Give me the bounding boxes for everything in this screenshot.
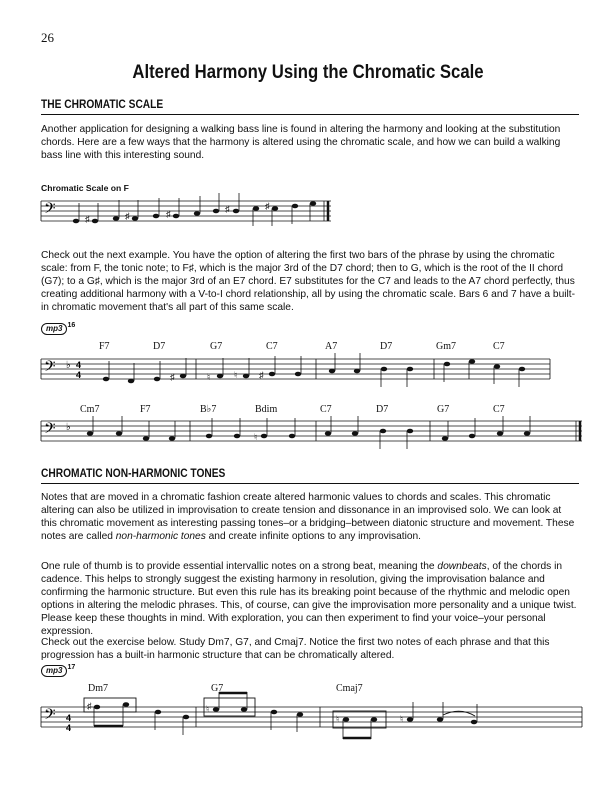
chord-symbol: A7 xyxy=(325,341,338,352)
bass-clef-icon: 𝄢 xyxy=(44,706,56,727)
svg-text:♮: ♮ xyxy=(254,432,258,442)
time-signature-top: 4 xyxy=(76,360,82,370)
chord-symbol: Gm7 xyxy=(436,341,456,352)
example-caption: Chromatic Scale on F xyxy=(41,183,129,193)
chord-symbol: C7 xyxy=(266,341,278,352)
svg-text:♯: ♯ xyxy=(85,214,90,224)
chord-symbol: G7 xyxy=(210,341,223,352)
track-number: 17 xyxy=(67,664,76,671)
svg-text:♯: ♯ xyxy=(170,372,175,382)
chord-symbol: B♭7 xyxy=(200,404,217,415)
non-harmonic-paragraph-3: Check out the exercise below. Study Dm7, G7, and Cmaj7. Notice the first two notes of each phrase and that this progression has a built-in harmonic structure that can be chromatically altered. xyxy=(41,637,550,661)
chord-symbol: C7 xyxy=(320,404,332,415)
svg-text:♯: ♯ xyxy=(259,370,264,380)
non-harmonic-paragraph-1: Notes that are moved in a chromatic fashion create altered harmonic values to chords and scales. This chromatic altering can also be utilized in improvisation to create tension and dissonance in an improvised solo. We can look at this chromatic movement as interesting passing tones–or a bridging–between diatonic structure and movement. These notes are called non-harmonic tones and create infinite options to any improvisation. xyxy=(41,492,575,542)
chord-symbol: F7 xyxy=(140,404,151,415)
svg-text:♯: ♯ xyxy=(265,201,270,211)
chord-symbol: Cm7 xyxy=(80,404,100,415)
chord-symbol: C7 xyxy=(493,341,505,352)
intro-paragraph: Another application for designing a walking bass line is found in altering the harmony and looking at the substitution chords. Here are a few ways that the harmony is altered using the chromatic scale, and how we can build a walking bass line with this interesting sound. xyxy=(41,124,561,161)
svg-text:♯: ♯ xyxy=(166,209,171,219)
chord-symbol: F7 xyxy=(99,341,110,352)
mp3-badge: mp3 xyxy=(41,323,67,335)
chord-symbol: D7 xyxy=(153,341,166,352)
svg-text:♮: ♮ xyxy=(234,370,238,380)
chord-symbol: D7 xyxy=(376,404,389,415)
svg-text:♮: ♮ xyxy=(206,704,210,714)
mp3-badge: mp3 xyxy=(41,665,67,677)
chord-symbol: G7 xyxy=(437,404,450,415)
time-signature-bottom: 4 xyxy=(66,723,72,733)
non-harmonic-paragraph-2: One rule of thumb is to provide essential intervallic notes on a strong beat, meaning the downbeats, of the chords in cadence. This helps to strongly suggest the existing harmony in resolution, giving the improvisation balance and confirming the harmonic structure. But even this rule has its breaking point because of the rhythmic and melodic open options in altering the melodic phrases. This, of course, can give the improvisation more personality and a unique twist. Please keep these thoughts in mind. With exploration, you can then experiment to find your voice–your personal expression. xyxy=(41,561,577,637)
svg-text:♯: ♯ xyxy=(87,701,92,711)
svg-text:♯: ♯ xyxy=(225,204,230,214)
time-signature-bottom: 4 xyxy=(76,370,82,380)
explanation-paragraph: Check out the next example. You have the option of altering the first two bars of the phrase by using the chromatic scale: from F, the tonic note; to F♯, which is the major 3rd of the D7 chord; then to G, which is the root of the II chord (G7); to a G♯, which is the major 3rd of an E7 chord. E7 substitutes for the C7 and leads to the A7 chord perfectly, thus creating additional harmony with a V-to-I chord relationship, all by using the chromatic scale. Bars 6 and 7 have a built-in chromatic movement that's all part of this same scale. xyxy=(41,250,575,313)
track-number: 16 xyxy=(67,322,76,329)
section-heading-chromatic-scale: THE CHROMATIC SCALE xyxy=(41,97,579,115)
chord-symbol: Dm7 xyxy=(88,683,108,694)
chord-symbol: G7 xyxy=(211,683,224,694)
bass-clef-icon: 𝄢 xyxy=(44,420,56,441)
section-heading-non-harmonic-tones: CHROMATIC NON-HARMONIC TONES xyxy=(41,466,579,484)
page-title: Altered Harmony Using the Chromatic Scale xyxy=(132,62,484,83)
page-number: 26 xyxy=(41,30,54,45)
chord-symbol: Bdim xyxy=(255,404,278,415)
flat-key-signature: ♭ xyxy=(66,360,71,371)
time-signature-top: 4 xyxy=(66,713,72,723)
bass-clef-icon: 𝄢 xyxy=(44,200,56,221)
chord-symbol: Cmaj7 xyxy=(336,683,363,694)
svg-text:♮: ♮ xyxy=(400,714,404,724)
svg-text:♯: ♯ xyxy=(125,211,130,221)
chord-symbol: C7 xyxy=(493,404,505,415)
svg-text:♮: ♮ xyxy=(336,714,340,724)
bass-clef-icon: 𝄢 xyxy=(44,358,56,379)
chord-symbol: D7 xyxy=(380,341,393,352)
svg-text:♮: ♮ xyxy=(207,372,211,382)
flat-key-signature: ♭ xyxy=(66,422,71,433)
